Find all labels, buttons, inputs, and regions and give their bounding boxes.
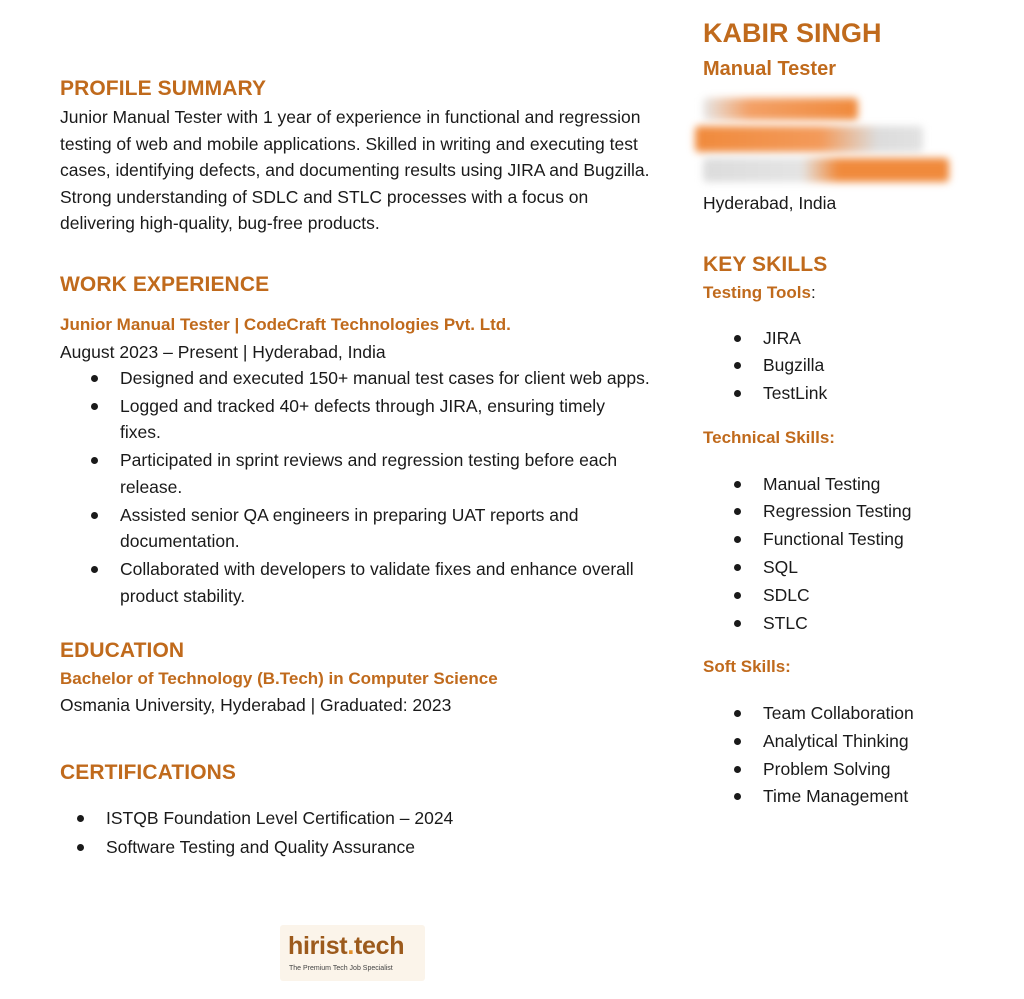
degree-title: Bachelor of Technology (B.Tech) in Computer Science: [60, 669, 498, 688]
list-item: [60, 365, 650, 392]
profile-summary-section: [60, 74, 650, 237]
left-column: [60, 74, 650, 862]
redacted-contact-info: [703, 96, 1003, 204]
candidate-name: KABIR SINGH: [703, 18, 882, 48]
bullet-icon: [734, 710, 741, 717]
skills-heading-soft: Soft Skills:: [703, 657, 791, 677]
bullet-icon: [91, 457, 98, 464]
certification-text: ISTQB Foundation Level Certification – 2024: [106, 808, 454, 828]
skill-text: Manual Testing: [763, 473, 881, 494]
hirist-tech-logo: [280, 925, 425, 981]
skills-heading-technical: Technical Skills:: [703, 427, 835, 447]
skill-text: Team Collaboration: [763, 703, 914, 724]
bullet-icon: [734, 481, 741, 488]
list-item: [703, 554, 1003, 581]
redacted-email: [695, 126, 923, 152]
logo-wordmark: [288, 931, 404, 961]
list-item: [703, 700, 1003, 727]
bullet-icon: [734, 564, 741, 571]
location-text: Hyderabad, India: [703, 193, 837, 213]
bullet-text: Collaborated with developers to validate fixes and enhance overall product stability.: [120, 559, 634, 606]
list-item: [703, 325, 1003, 352]
bullet-text: Logged and tracked 40+ defects through JIRA, ensuring timely fixes.: [120, 395, 605, 442]
list-item: [703, 471, 1003, 498]
bullet-icon: [734, 390, 741, 397]
redacted-phone: [703, 98, 858, 120]
testing-tools-list: [703, 325, 1003, 407]
technical-skills-list: [703, 471, 1003, 636]
job-meta: August 2023 – Present | Hyderabad, India: [60, 341, 386, 362]
bullet-icon: [734, 738, 741, 745]
profile-summary-text: Junior Manual Tester with 1 year of experience in functional and regression testing of web and mobile applications. Skilled in writing and executing test cases, identifying defects, and documenting results using JIRA and Bugzilla. Strong understanding of SDLC and STLC processes with a focus on delivering high-quality, bug-free products.: [60, 107, 650, 233]
soft-skills-list: [703, 700, 1003, 810]
list-item: [703, 352, 1003, 379]
work-experience-section: [60, 270, 650, 610]
list-item: [703, 610, 1003, 637]
list-item: [703, 582, 1003, 609]
colon-separator: :: [810, 282, 816, 302]
skill-text: Time Management: [763, 786, 909, 807]
bullet-icon: [734, 362, 741, 369]
bullet-icon: [734, 793, 741, 800]
skill-text: Problem Solving: [763, 758, 891, 779]
certification-list: [60, 805, 650, 860]
logo-word-dot: .: [347, 932, 354, 960]
skill-text: Regression Testing: [763, 501, 912, 522]
bullet-icon: [734, 766, 741, 773]
skill-text: STLC: [763, 612, 808, 633]
section-title-profile: PROFILE SUMMARY: [60, 77, 267, 100]
certifications-section: [60, 758, 650, 860]
section-title-education: EDUCATION: [60, 639, 185, 662]
job-title: Junior Manual Tester | CodeCraft Technologies Pvt. Ltd.: [60, 314, 511, 334]
redacted-link: [703, 158, 949, 182]
bullet-icon: [91, 403, 98, 410]
bullet-icon: [734, 536, 741, 543]
list-item: [703, 756, 1003, 783]
skill-text: Bugzilla: [763, 355, 825, 376]
section-title-experience: WORK EXPERIENCE: [60, 272, 270, 296]
experience-bullets: [60, 365, 650, 610]
list-item: [703, 783, 1003, 810]
certification-text: Software Testing and Quality Assurance: [106, 836, 416, 857]
list-item: [703, 380, 1003, 407]
bullet-text: Participated in sprint reviews and regression testing before each release.: [120, 450, 618, 497]
bullet-text: Assisted senior QA engineers in preparing UAT reports and documentation.: [120, 504, 579, 551]
section-title-skills: KEY SKILLS: [703, 252, 828, 276]
right-column: [703, 14, 1003, 811]
school-meta: Osmania University, Hyderabad | Graduated: 2023: [60, 695, 452, 715]
list-item: [60, 834, 650, 861]
logo-tagline: The Premium Tech Job Specialist: [289, 965, 393, 972]
skill-text: JIRA: [763, 327, 801, 348]
skills-heading-testing-tools: [703, 280, 1003, 306]
list-item: [60, 502, 650, 555]
list-item: [60, 805, 650, 832]
section-title-certifications: CERTIFICATIONS: [60, 761, 237, 784]
bullet-icon: [91, 566, 98, 573]
bullet-icon: [91, 375, 98, 382]
list-item: [60, 447, 650, 500]
list-item: [703, 728, 1003, 755]
bullet-icon: [91, 512, 98, 519]
bullet-icon: [734, 592, 741, 599]
logo-word-end: tech: [353, 932, 405, 960]
list-item: [60, 556, 650, 609]
bullet-icon: [734, 335, 741, 342]
bullet-icon: [77, 844, 84, 851]
logo-word-main: hirist: [288, 932, 348, 960]
list-item: [60, 393, 650, 446]
education-section: [60, 636, 650, 718]
skill-text: Analytical Thinking: [763, 730, 909, 751]
list-item: [703, 498, 1003, 525]
bullet-icon: [734, 508, 741, 515]
skill-text: Functional Testing: [763, 529, 904, 550]
skill-text: SQL: [763, 556, 799, 577]
skill-text: TestLink: [763, 383, 828, 404]
list-item: [703, 526, 1003, 553]
bullet-icon: [77, 815, 84, 822]
candidate-role: Manual Tester: [703, 58, 836, 80]
bullet-text: Designed and executed 150+ manual test cases for client web apps.: [120, 367, 650, 388]
skills-heading-label: Testing Tools: [703, 282, 811, 302]
skill-text: SDLC: [763, 584, 810, 605]
bullet-icon: [734, 620, 741, 627]
